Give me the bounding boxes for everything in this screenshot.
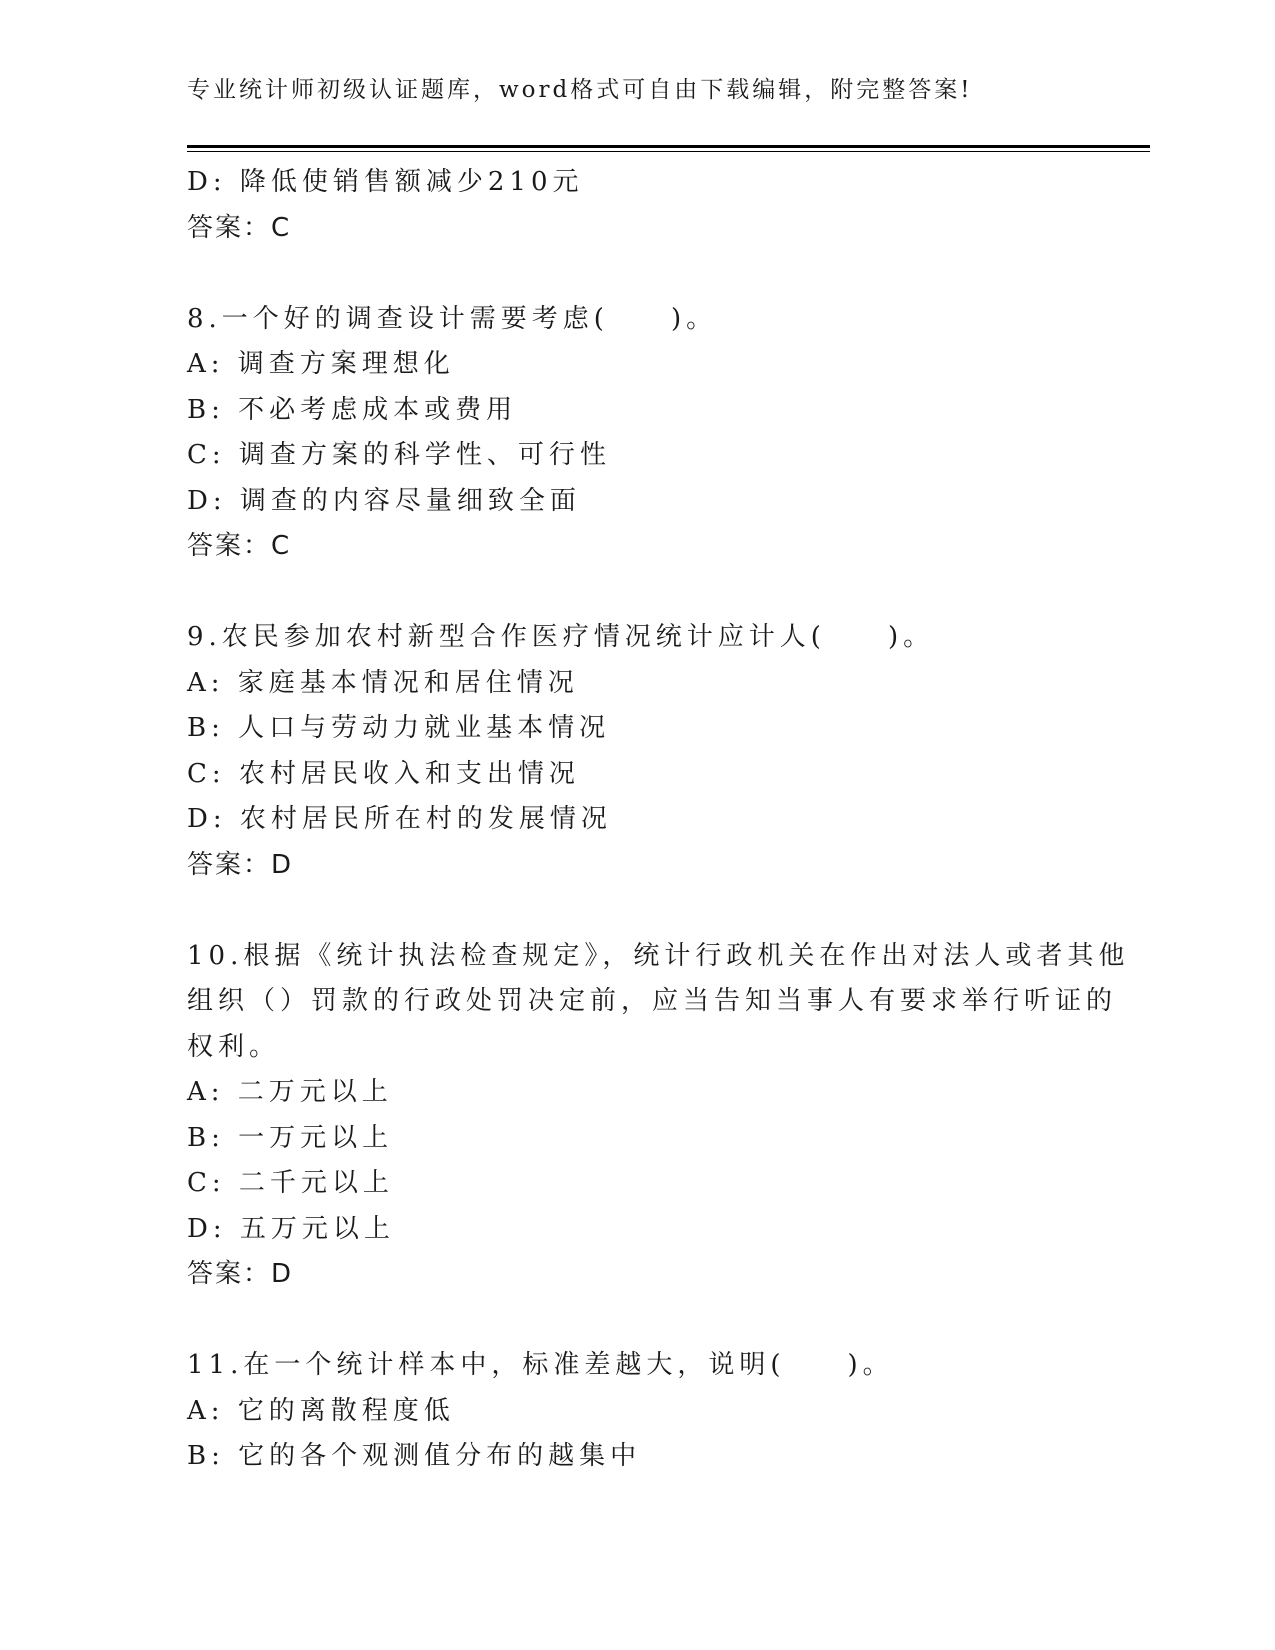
question-list bbox=[187, 160, 1130, 1480]
option-a: A: 调查方案理想化 bbox=[187, 349, 455, 379]
option-d: D: 调查的内容尽量细致全面 bbox=[187, 485, 581, 516]
answer: 答案：D bbox=[187, 1259, 294, 1289]
option-b: B: 它的各个观测值分布的越集中 bbox=[187, 1441, 642, 1471]
option-b: B: 不必考虑成本或费用 bbox=[187, 394, 518, 425]
question-stem: 9.农民参加农村新型合作医疗情况统计应计人( )。 bbox=[187, 622, 935, 652]
question-stem: 8.一个好的调查设计需要考虑( )。 bbox=[187, 303, 718, 334]
question-9 bbox=[187, 615, 1087, 888]
question-stem-line-2: 组织（）罚款的行政处罚决定前，应当告知当事人有要求举行听证的 bbox=[187, 986, 1118, 1016]
option-c: C: 农村居民收入和支出情况 bbox=[187, 758, 580, 789]
option-d: D: 农村居民所在村的发展情况 bbox=[187, 804, 612, 834]
answer: 答案：C bbox=[187, 212, 292, 243]
answer: 答案：C bbox=[187, 531, 292, 561]
header-rule-thin bbox=[187, 151, 1150, 152]
option-a: A: 它的离散程度低 bbox=[187, 1395, 455, 1426]
option-c: C: 调查方案的科学性、可行性 bbox=[187, 440, 611, 470]
header-title: 专业统计师初级认证题库，word格式可自由下载编辑，附完整答案! bbox=[187, 77, 973, 103]
question-7-partial bbox=[187, 160, 1087, 251]
question-stem-line-3: 权利。 bbox=[187, 1031, 281, 1062]
option-b: B: 人口与劳动力就业基本情况 bbox=[187, 713, 611, 743]
question-10 bbox=[187, 934, 1130, 1298]
option-d: D: 降低使销售额减少210元 bbox=[187, 167, 584, 197]
question-8 bbox=[187, 297, 1087, 570]
option-c: C: 二千元以上 bbox=[187, 1168, 394, 1198]
option-b: B: 一万元以上 bbox=[187, 1122, 394, 1153]
header-rule-thick bbox=[187, 145, 1150, 148]
option-d: D: 五万元以上 bbox=[187, 1213, 395, 1244]
question-stem: 11.在一个统计样本中，标准差越大，说明( )。 bbox=[187, 1350, 894, 1380]
question-11 bbox=[187, 1343, 1087, 1480]
option-a: A: 家庭基本情况和居住情况 bbox=[187, 667, 579, 698]
question-stem-line-1: 10.根据《统计执法检查规定》，统计行政机关在作出对法人或者其他 bbox=[187, 940, 1130, 971]
option-a: A: 二万元以上 bbox=[187, 1077, 393, 1107]
answer: 答案：D bbox=[187, 849, 294, 880]
